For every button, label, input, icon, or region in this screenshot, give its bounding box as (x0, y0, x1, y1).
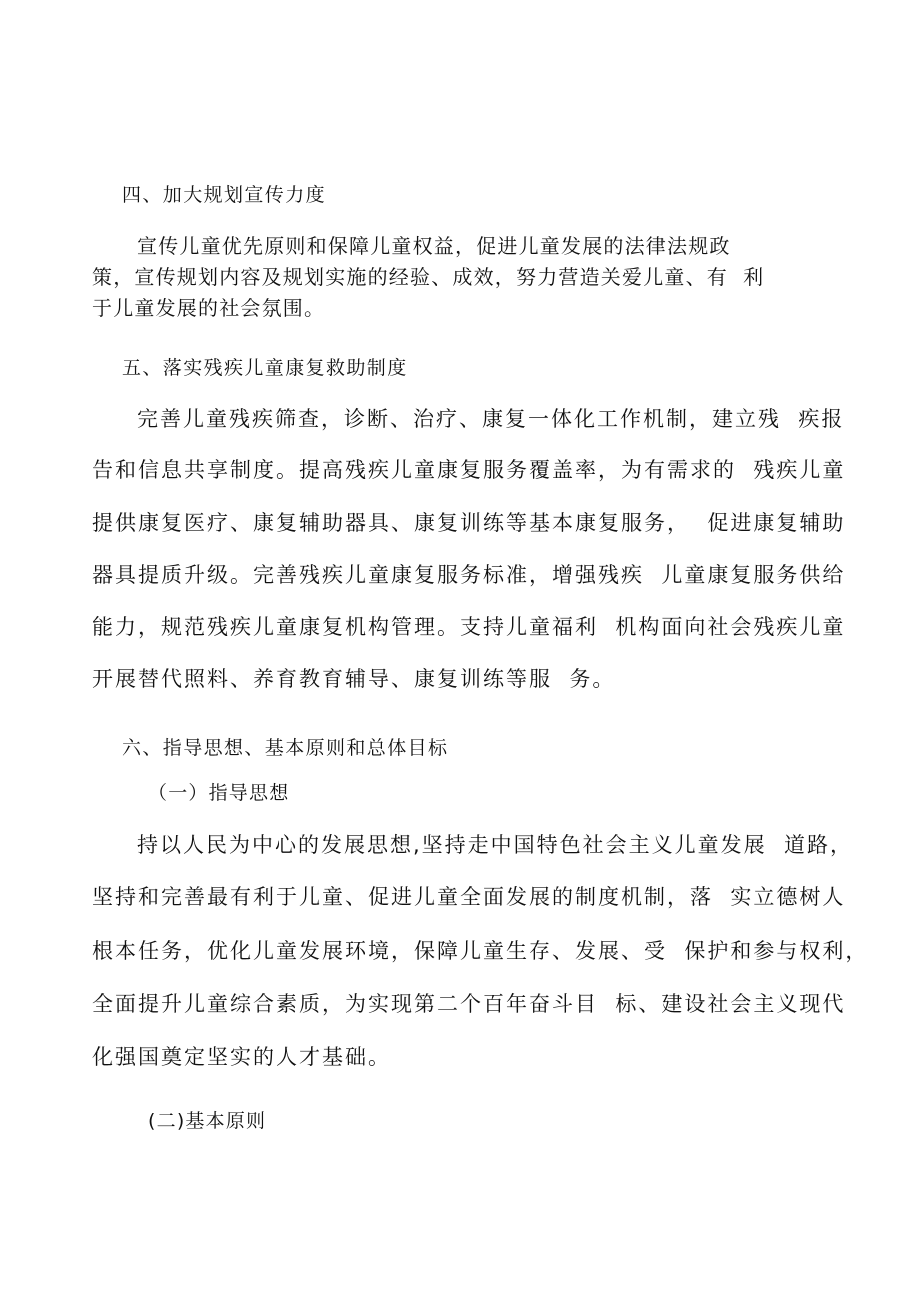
section-5-heading: 五、落实残疾儿童康复救助制度 (122, 357, 408, 379)
section-5-paragraph-line: 开展替代照料、养育教育辅导、康复训练等服 务。 (92, 667, 616, 691)
section-6-paragraph-line: 化强国奠定坚实的人才基础。 (92, 1045, 391, 1069)
section-4-paragraph-line: 宣传儿童优先原则和保障儿童权益，促进儿童发展的法律法规政 (137, 234, 731, 258)
section-6-paragraph-line: 持以人民为中心的发展思想,坚持走中国特色社会主义儿童发展 道路， (137, 833, 854, 857)
section-4-heading: 四、加大规划宣传力度 (122, 184, 327, 206)
section-6-paragraph-line: 坚持和完善最有利于儿童、促进儿童全面发展的制度机制，落 实立德树人 (92, 885, 846, 909)
section-6-subheading-guiding-ideology: （一）指导思想 (148, 782, 290, 804)
section-6-paragraph-line: 根本任务，优化儿童发展环境，保障儿童生存、发展、受 保护和参与权利， (92, 939, 869, 963)
section-5-paragraph-line: 能力，规范残疾儿童康复机构管理。支持儿童福利 机构面向社会残疾儿童 (92, 615, 846, 639)
section-5-paragraph-line: 提供康复医疗、康复辅助器具、康复训练等基本康复服务， 促进康复辅助 (92, 511, 846, 535)
section-6-heading: 六、指导思想、基本原则和总体目标 (122, 737, 449, 759)
section-5-paragraph-line: 告和信息共享制度。提高残疾儿童康复服务覆盖率，为有需求的 残疾儿童 (92, 458, 846, 482)
section-6-subheading-basic-principles: (二)基本原则 (148, 1110, 267, 1132)
section-6-paragraph-line: 全面提升儿童综合素质，为实现第二个百年奋斗目 标、建设社会主义现代 (92, 992, 846, 1016)
section-5-paragraph-line: 器具提质升级。完善残疾儿童康复服务标准，增强残疾 儿童康复服务供给 (92, 563, 846, 587)
section-4-paragraph-line: 于儿童发展的社会氛围。 (92, 296, 326, 320)
section-5-paragraph-line: 完善儿童残疾筛查，诊断、治疗、康复一体化工作机制，建立残 疾报 (137, 407, 845, 431)
section-4-paragraph-line: 策，宣传规划内容及规划实施的经验、成效，努力营造关爱儿童、有 利 (92, 265, 765, 289)
